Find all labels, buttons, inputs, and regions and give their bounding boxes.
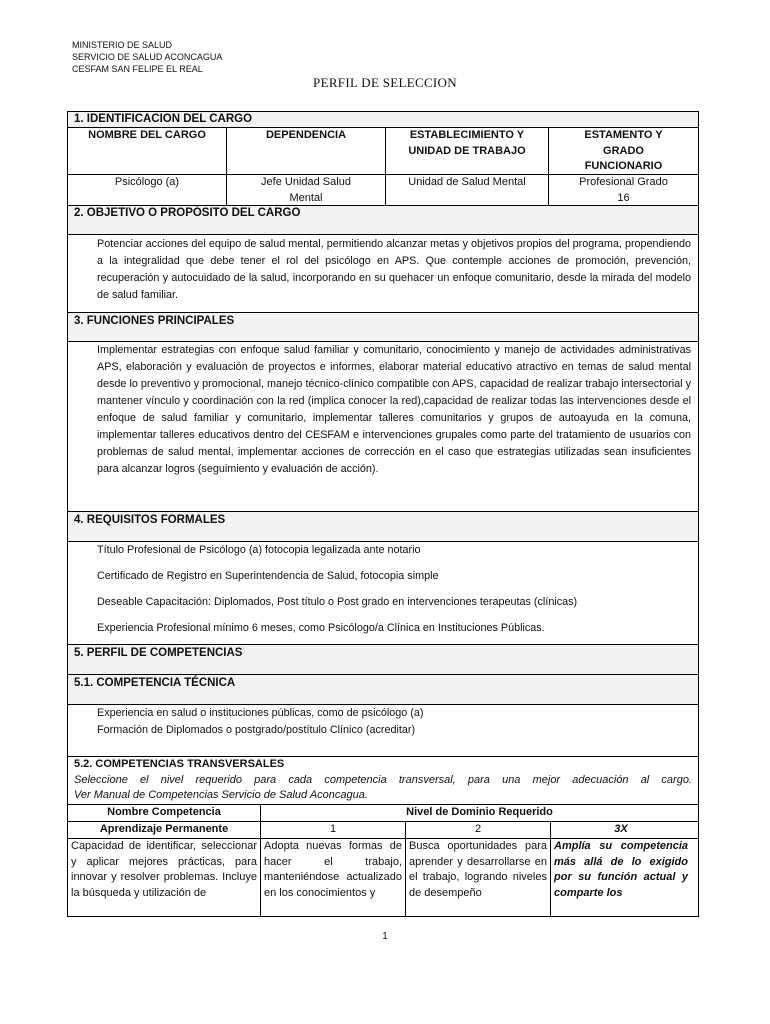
col-dependencia-header: DEPENDENCIA [227,128,386,174]
domain-level-header: Nivel de Dominio Requerido [406,806,553,818]
requirement-item: Experiencia Profesional mínimo 6 meses, como Psicólogo/a Clínica en Instituciones Públicas. [97,622,545,634]
section-3-heading: 3. FUNCIONES PRINCIPALES [68,313,698,342]
requirement-item: Deseable Capacitación: Diplomados, Post título o Post grado en intervenciones terapeutas (clínicas) [97,596,578,608]
col-estamento-header: ESTAMENTO Y GRADO FUNCIONARIO [584,129,663,172]
section-5-2-block [68,757,698,805]
technical-competence-list [68,705,698,757]
section-5-2-heading: 5.2. COMPETENCIAS TRANSVERSALES [74,758,285,770]
establecimiento-value: Unidad de Salud Mental [386,175,549,205]
header-line-1: MINISTERIO DE SALUD [72,40,173,50]
identification-value-row [68,174,698,206]
technical-item: Formación de Diplomados o postgrado/postítulo Clínico (acreditar) [97,724,416,736]
document-title: PERFIL DE SELECCION [313,75,457,90]
page-number: 1 [382,931,388,942]
header-line-2: SERVICIO DE SALUD ACONCAGUA [72,52,223,62]
competency-level-row [68,822,698,839]
technical-item: Experiencia en salud o instituciones públicas, como de psicólogo (a) [97,707,424,719]
identification-header-row [68,128,698,174]
level-1-description: Adopta nuevas formas de hacer el trabajo, manteniéndose actualizado en los conocimientos y [261,839,406,916]
competency-description: Capacidad de identificar, seleccionar y aplicar mejores prácticas, para innovar y resolver problemas. Incluye la búsqueda y utilización de [68,839,261,916]
section-5-2-manual-reference: Ver Manual de Competencias Servicio de Salud Aconcagua. [74,789,368,801]
section-5-heading: 5. PERFIL DE COMPETENCIAS [68,645,698,675]
estamento-value: Profesional Grado 16 [579,176,668,204]
col-cargo-header: NOMBRE DEL CARGO [68,128,227,174]
col-establecimiento-header: ESTABLECIMIENTO Y UNIDAD DE TRABAJO [386,128,549,174]
competency-name: Aprendizaje Permanente [68,822,261,838]
level-1: 1 [261,822,406,838]
requirement-item: Certificado de Registro en Superintendencia de Salud, fotocopia simple [97,570,439,582]
requirements-list [68,542,698,645]
section-1-heading: 1. IDENTIFICACION DEL CARGO [68,112,698,128]
dependencia-value: Jefe Unidad Salud Mental [227,175,386,205]
header-line-3: CESFAM SAN FELIPE EL REAL [72,64,203,74]
cargo-value: Psicólogo (a) [68,175,227,205]
profile-table [67,111,699,917]
section-4-heading: 4. REQUISITOS FORMALES [68,512,698,542]
level-3-selected: 3X [614,823,628,835]
section-5-2-instruction: Seleccione el nivel requerido para cada competencia transversal, para una mejor adecuación al cargo. [74,773,692,786]
competency-name-header: Nombre Competencia [68,805,261,821]
objective-text: Potenciar acciones del equipo de salud mental, permitiendo alcanzar metas y objetivos propios del programa, propendiendo a la integralidad que debe tener el rol del psicólogo en APS. Que contemple acciones de promoción, prevención, recuperación y autocuidado de la salud, incorporando en su quehacer un enfoque comunitario, desde la mirada del modelo de salud familiar. [68,235,698,313]
requirement-item: Título Profesional de Psicólogo (a) fotocopia legalizada ante notario [97,544,421,556]
level-2: 2 [406,822,551,838]
competency-header-row [68,805,698,822]
level-2-description: Busca oportunidades para aprender y desarrollarse en el trabajo, logrando niveles de desempeño [406,839,551,916]
section-2-heading: 2. OBJETIVO O PROPÓSITO DEL CARGO [68,206,698,235]
competency-description-row [68,839,698,916]
level-3-description: Amplía su competencia más allá de lo exigido por su función actual y comparte los [554,840,688,899]
ministry-header [72,39,222,75]
section-5-1-heading: 5.1. COMPETENCIA TÉCNICA [68,675,698,705]
functions-text: Implementar estrategias con enfoque salud familiar y comunitario, conocimiento y manejo de actividades administrativas APS, elaboración y evaluación de proyectos e informes, elaborar material educativo atractivo en temas de salud mental desde lo preventivo y promocional, manejo técnico-clínico compatible con APS, capacidad de realizar trabajo intersectorial y mantener vínculo y coordinación con la red (implica conocer la red),capacidad de realizar todas las intervenciones desde el enfoque de salud familiar y comunitario, implementar talleres comunitarios y grupos de autoayuda en la comuna, implementar talleres educativos dentro del CESFAM e intervenciones grupales como parte del tratamiento de usuarios con problemas de salud mental, implementar acciones de corrección en el caso que estrategias utilizadas sean insuficientes para alcanzar logros (seguimiento y evaluación de acción). [68,342,698,512]
